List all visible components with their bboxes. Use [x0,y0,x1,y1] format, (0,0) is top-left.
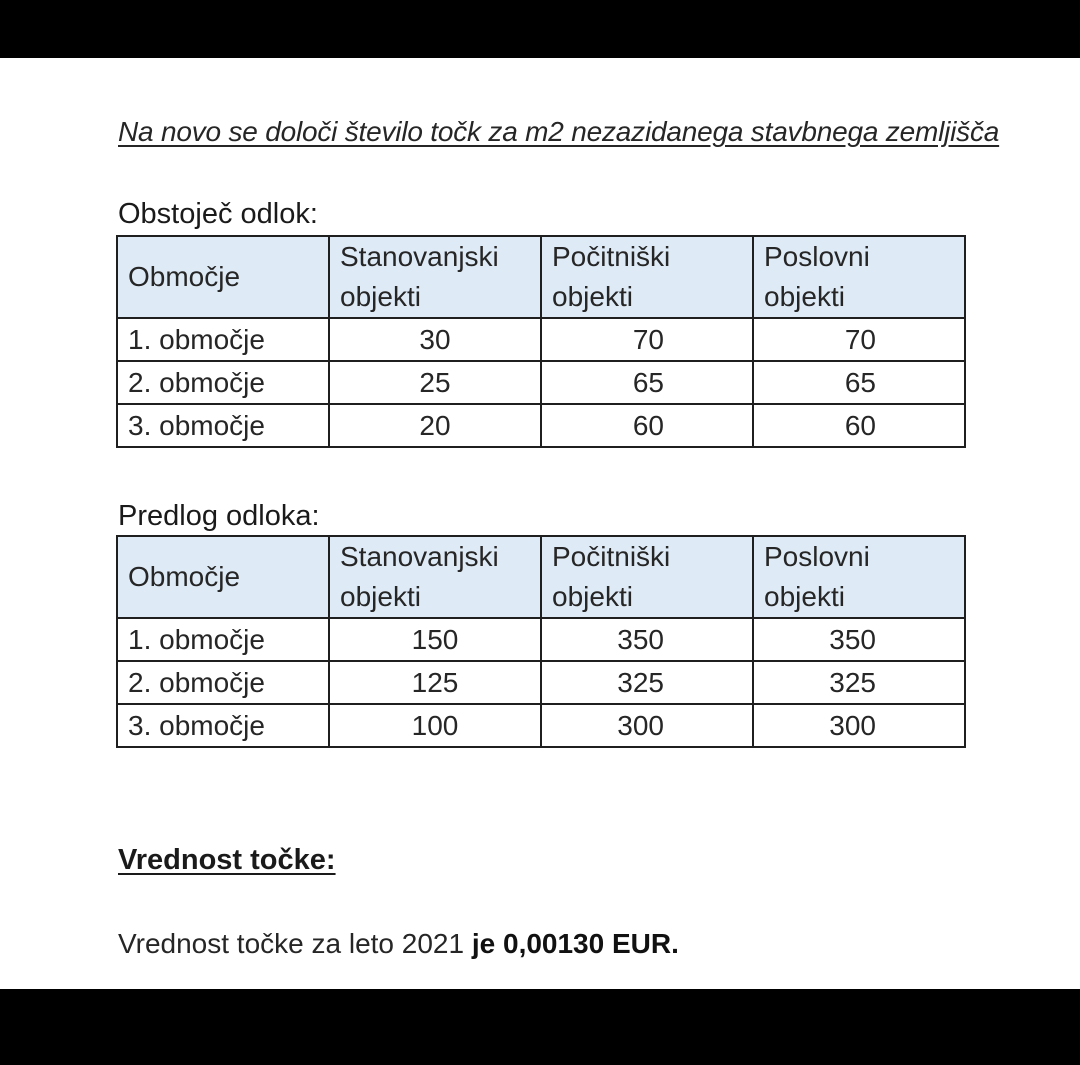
table-header-row [117,236,965,318]
business-value: 70 [753,318,965,361]
header-residential: Stanovanjski objekti [329,236,541,318]
business-value: 300 [753,704,965,747]
holiday-value: 60 [541,404,753,447]
business-value: 325 [753,661,965,704]
area-label: 1. območje [117,318,329,361]
area-label: 3. območje [117,704,329,747]
residential-value: 150 [329,618,541,661]
area-label: 2. območje [117,661,329,704]
proposal-decree-title: Predlog odloka: [118,500,320,532]
residential-value: 20 [329,404,541,447]
header-business: Poslovni objekti [753,536,965,618]
document-page [0,58,1080,989]
business-value: 60 [753,404,965,447]
holiday-value: 65 [541,361,753,404]
area-label: 3. območje [117,404,329,447]
residential-value: 125 [329,661,541,704]
existing-decree-table [116,235,966,448]
table-row [117,704,965,747]
point-value-amount: je 0,00130 EUR. [471,928,679,959]
header-residential: Stanovanjski objekti [329,536,541,618]
residential-value: 25 [329,361,541,404]
table-row [117,318,965,361]
table-row [117,618,965,661]
business-value: 350 [753,618,965,661]
business-value: 65 [753,361,965,404]
header-holiday: Počitniški objekti [541,536,753,618]
header-area: Območje [117,236,329,318]
header-holiday: Počitniški objekti [541,236,753,318]
holiday-value: 350 [541,618,753,661]
point-value-text: Vrednost točke za leto 2021 [118,928,472,959]
holiday-value: 70 [541,318,753,361]
table-row [117,661,965,704]
holiday-value: 325 [541,661,753,704]
area-label: 2. območje [117,361,329,404]
table-row [117,361,965,404]
document-heading: Na novo se določi število točk za m2 nezazidanega stavbnega zemljišča [118,116,1000,147]
residential-value: 30 [329,318,541,361]
residential-value: 100 [329,704,541,747]
header-business: Poslovni objekti [753,236,965,318]
existing-decree-title: Obstoječ odlok: [118,198,318,230]
header-area: Območje [117,536,329,618]
point-value-title: Vrednost točke: [118,844,336,876]
holiday-value: 300 [541,704,753,747]
point-value-line [118,928,679,960]
table-header-row [117,536,965,618]
area-label: 1. območje [117,618,329,661]
table-row [117,404,965,447]
proposal-decree-table [116,535,966,748]
